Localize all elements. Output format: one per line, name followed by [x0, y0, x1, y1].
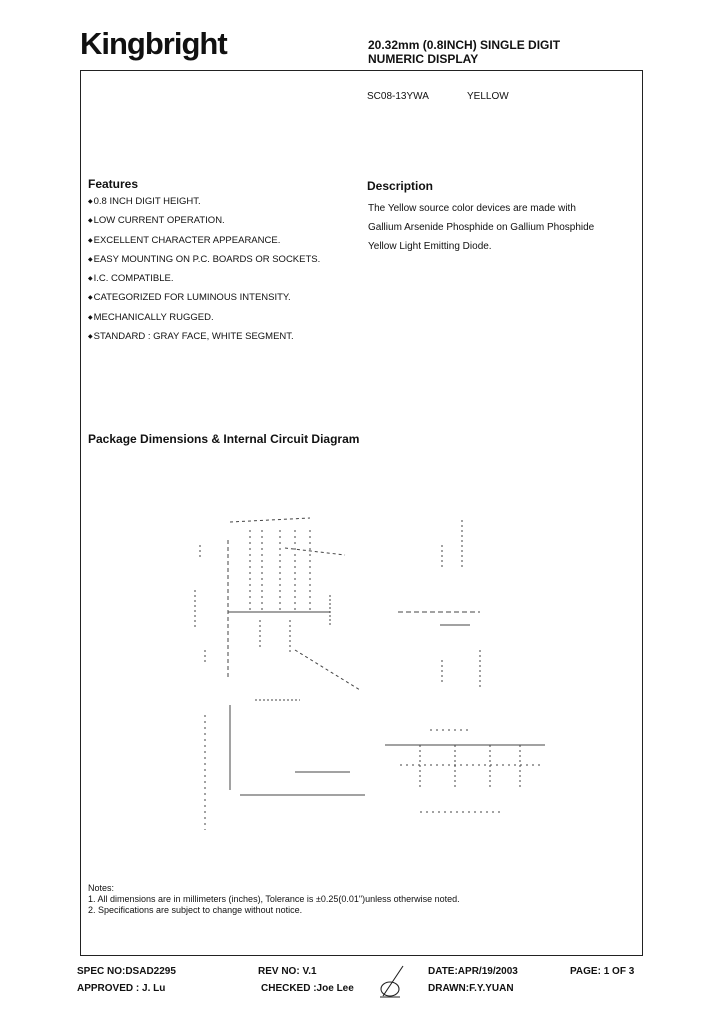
description-heading: Description	[367, 179, 434, 193]
approved-by: APPROVED : J. Lu	[77, 983, 166, 994]
feature-item: ◆ CATEGORIZED FOR LUMINOUS INTENSITY.	[88, 292, 320, 311]
notes	[88, 883, 460, 916]
description-line: Gallium Arsenide Phosphide on Gallium Phosphide	[368, 222, 595, 233]
rev-no: REV NO: V.1	[258, 966, 317, 977]
description-line: Yellow Light Emitting Diode.	[368, 241, 492, 252]
note-item: 1. All dimensions are in millimeters (inches), Tolerance is ±0.25(0.01")unless otherwise noted.	[88, 894, 460, 904]
feature-item: ◆ 0.8 INCH DIGIT HEIGHT.	[88, 196, 320, 215]
note-item: 2. Specifications are subject to change without notice.	[88, 905, 303, 915]
drawn-by: DRAWN:F.Y.YUAN	[428, 983, 514, 994]
part-number: SC08-13YWA	[367, 91, 429, 102]
part-color: YELLOW	[467, 91, 509, 102]
page-number: PAGE: 1 OF 3	[570, 966, 635, 977]
feature-item: ◆ I.C. COMPATIBLE.	[88, 273, 320, 292]
description-line: The Yellow source color devices are made with	[368, 203, 576, 214]
date: DATE:APR/19/2003	[428, 966, 518, 977]
feature-item: ◆ EXCELLENT CHARACTER APPEARANCE.	[88, 235, 320, 254]
title-line-1: 20.32mm (0.8INCH) SINGLE DIGIT	[368, 38, 561, 52]
checked-signature	[380, 966, 403, 997]
feature-item: ◆ STANDARD : GRAY FACE, WHITE SEGMENT.	[88, 331, 320, 350]
spec-no: SPEC NO:DSAD2295	[77, 966, 176, 977]
package-heading: Package Dimensions & Internal Circuit Diagram	[88, 432, 360, 446]
bottom-view-outline	[205, 705, 365, 830]
feature-item: ◆ EASY MOUNTING ON P.C. BOARDS OR SOCKETS.	[88, 254, 320, 273]
feature-item: ◆ LOW CURRENT OPERATION.	[88, 215, 320, 234]
title-line-2: NUMERIC DISPLAY	[368, 52, 479, 66]
feature-item: ◆ MECHANICALLY RUGGED.	[88, 312, 320, 331]
circuit-diagram	[385, 730, 545, 812]
kingbright-logo: Kingbright	[80, 26, 227, 61]
side-view-outline	[398, 520, 480, 690]
notes-heading: Notes:	[88, 883, 115, 893]
checked-by: CHECKED :Joe Lee	[261, 983, 354, 994]
front-view-outline	[195, 518, 360, 700]
features-heading: Features	[88, 177, 139, 191]
